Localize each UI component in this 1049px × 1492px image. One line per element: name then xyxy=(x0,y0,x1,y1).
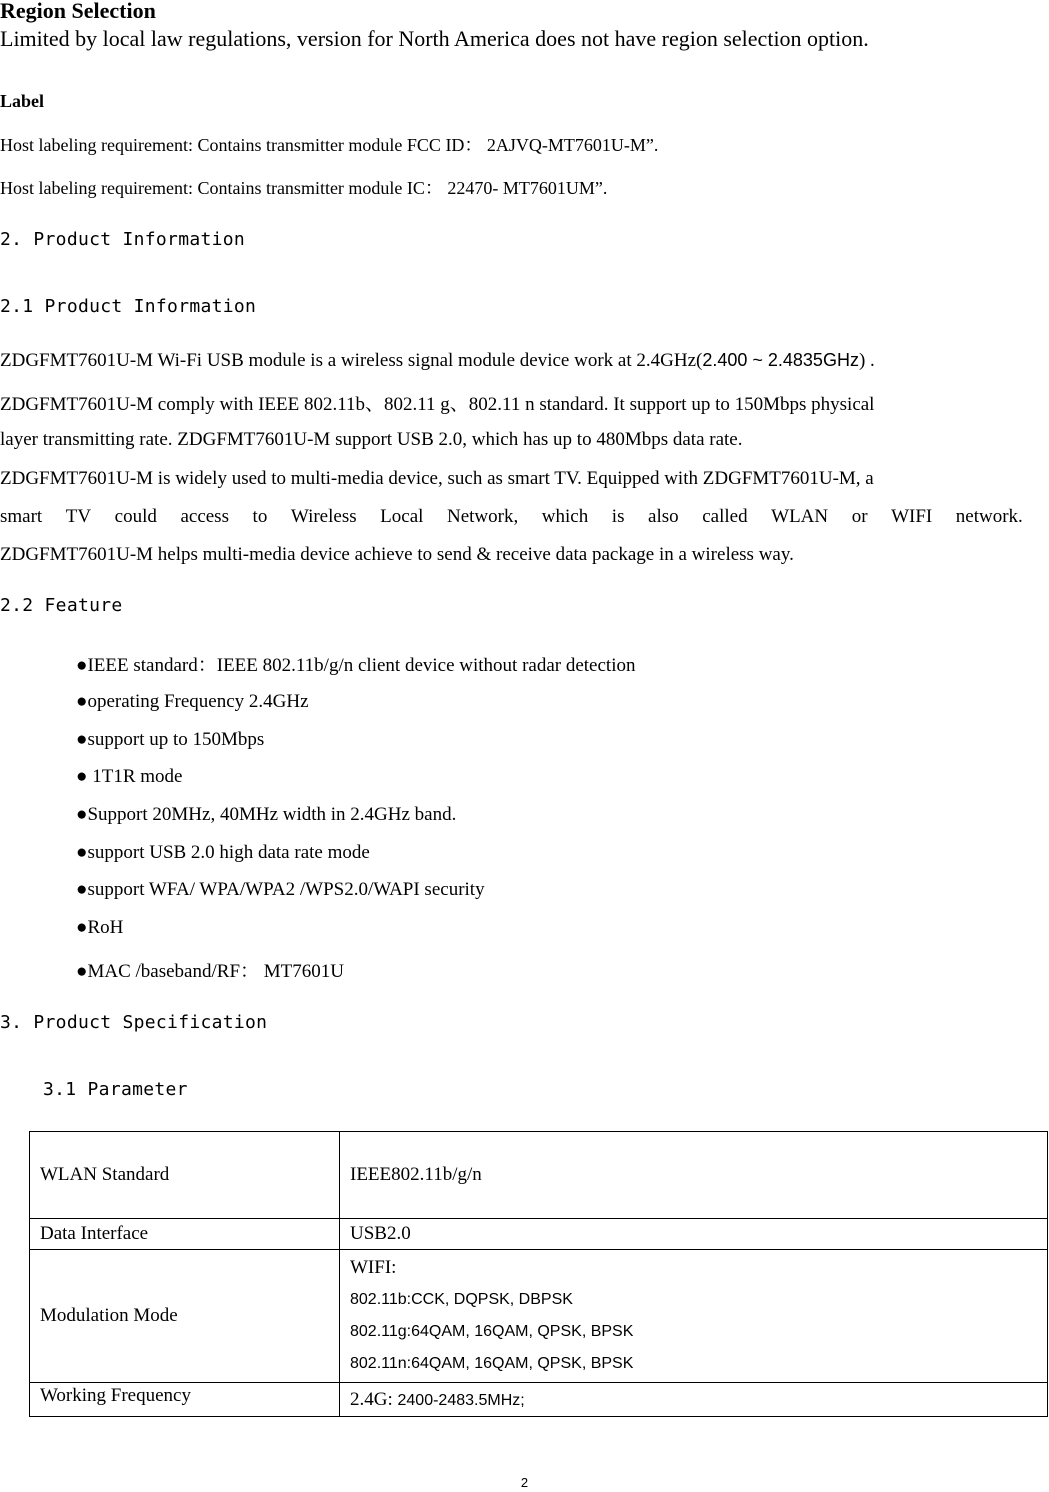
word: access xyxy=(180,506,229,527)
section-heading-2-2: 2.2 Feature xyxy=(0,595,123,616)
word: WLAN xyxy=(771,506,829,527)
frequency-range: 2.400 ~ 2.4835GHz xyxy=(702,350,859,370)
product-info-line-2: ZDGFMT7601U-M comply with IEEE 802.11b、802.11 g、802.11 n standard. It support up to 150Mbps physical xyxy=(0,394,875,415)
product-info-line-1-end: ) . xyxy=(858,350,875,371)
product-info-line-6: ZDGFMT7601U-M helps multi-media device achieve to send & receive data package in a wireless way. xyxy=(0,544,794,565)
feature-item: ●RoH xyxy=(76,917,124,938)
word: TV xyxy=(65,506,92,527)
page-number: 2 xyxy=(520,1475,529,1490)
feature-item: ●support USB 2.0 high data rate mode xyxy=(76,842,370,863)
product-info-line-4: ZDGFMT7601U-M is widely used to multi-media device, such as smart TV. Equipped with ZDGFMT7601U-M, a xyxy=(0,468,874,489)
word: Network, xyxy=(447,506,519,527)
param-value: USB2.0 xyxy=(340,1219,1048,1250)
word: is xyxy=(611,506,625,527)
section-heading-3: 3. Product Specification xyxy=(0,1012,268,1033)
word: could xyxy=(114,506,157,527)
word: Wireless xyxy=(290,506,357,527)
table-row xyxy=(30,1219,1048,1250)
label-title: Label xyxy=(0,91,45,111)
feature-item: ●operating Frequency 2.4GHz xyxy=(76,691,309,712)
word: to xyxy=(252,506,268,527)
table-row xyxy=(30,1132,1048,1219)
table-row xyxy=(30,1250,1048,1383)
product-info-line-1-text: ZDGFMT7601U-M Wi-Fi USB module is a wireless signal module device work at 2.4GHz( xyxy=(0,350,703,371)
section-heading-3-1: 3.1 Parameter xyxy=(43,1079,188,1100)
word: which xyxy=(541,506,589,527)
frequency-prefix: 2.4G: xyxy=(350,1388,398,1410)
modulation-line: 802.11b:CCK, DQPSK, DBPSK xyxy=(350,1291,573,1308)
product-info-line-5 xyxy=(0,506,1023,528)
feature-item: ● 1T1R mode xyxy=(76,766,183,787)
ic-label-requirement: Host labeling requirement: Contains transmitter module IC： 22470- MT7601UM”. xyxy=(0,178,608,198)
product-info-line-3: layer transmitting rate. ZDGFMT7601U-M support USB 2.0, which has up to 480Mbps data rate. xyxy=(0,429,743,450)
product-info-line-1 xyxy=(0,350,875,372)
modulation-line: 802.11n:64QAM, 16QAM, QPSK, BPSK xyxy=(350,1355,634,1372)
param-label: WLAN Standard xyxy=(30,1132,340,1219)
param-label: Data Interface xyxy=(30,1219,340,1250)
word: called xyxy=(702,506,748,527)
frequency-value: 2400-2483.5MHz; xyxy=(397,1391,525,1409)
section-heading-2: 2. Product Information xyxy=(0,229,246,250)
word: or xyxy=(851,506,868,527)
feature-item: ●MAC /baseband/RF： MT7601U xyxy=(76,961,344,982)
param-label: Modulation Mode xyxy=(30,1250,340,1383)
feature-item: ●Support 20MHz, 40MHz width in 2.4GHz band. xyxy=(76,804,457,825)
feature-item: ●IEEE standard：IEEE 802.11b/g/n client device without radar detection xyxy=(76,655,636,676)
modulation-line: 802.11g:64QAM, 16QAM, QPSK, BPSK xyxy=(350,1323,634,1340)
param-value xyxy=(340,1383,1048,1417)
word: Local xyxy=(380,506,424,527)
modulation-line: WIFI: xyxy=(350,1257,397,1278)
section-heading-2-1: 2.1 Product Information xyxy=(0,296,257,317)
word: smart xyxy=(0,506,43,527)
param-value xyxy=(340,1250,1048,1383)
param-value: IEEE802.11b/g/n xyxy=(340,1132,1048,1219)
param-label: Working Frequency xyxy=(30,1383,340,1417)
region-selection-text: Limited by local law regulations, version for North America does not have region selection option. xyxy=(0,26,869,51)
fcc-label-requirement: Host labeling requirement: Contains transmitter module FCC ID： 2AJVQ-MT7601U-M”. xyxy=(0,135,659,155)
feature-item: ●support WFA/ WPA/WPA2 /WPS2.0/WAPI security xyxy=(76,879,485,900)
word: also xyxy=(648,506,679,527)
region-selection-title: Region Selection xyxy=(0,0,156,23)
parameter-table xyxy=(29,1131,1048,1417)
table-row xyxy=(30,1383,1048,1417)
word: network. xyxy=(955,506,1023,527)
feature-item: ●support up to 150Mbps xyxy=(76,729,265,750)
word: WIFI xyxy=(891,506,933,527)
